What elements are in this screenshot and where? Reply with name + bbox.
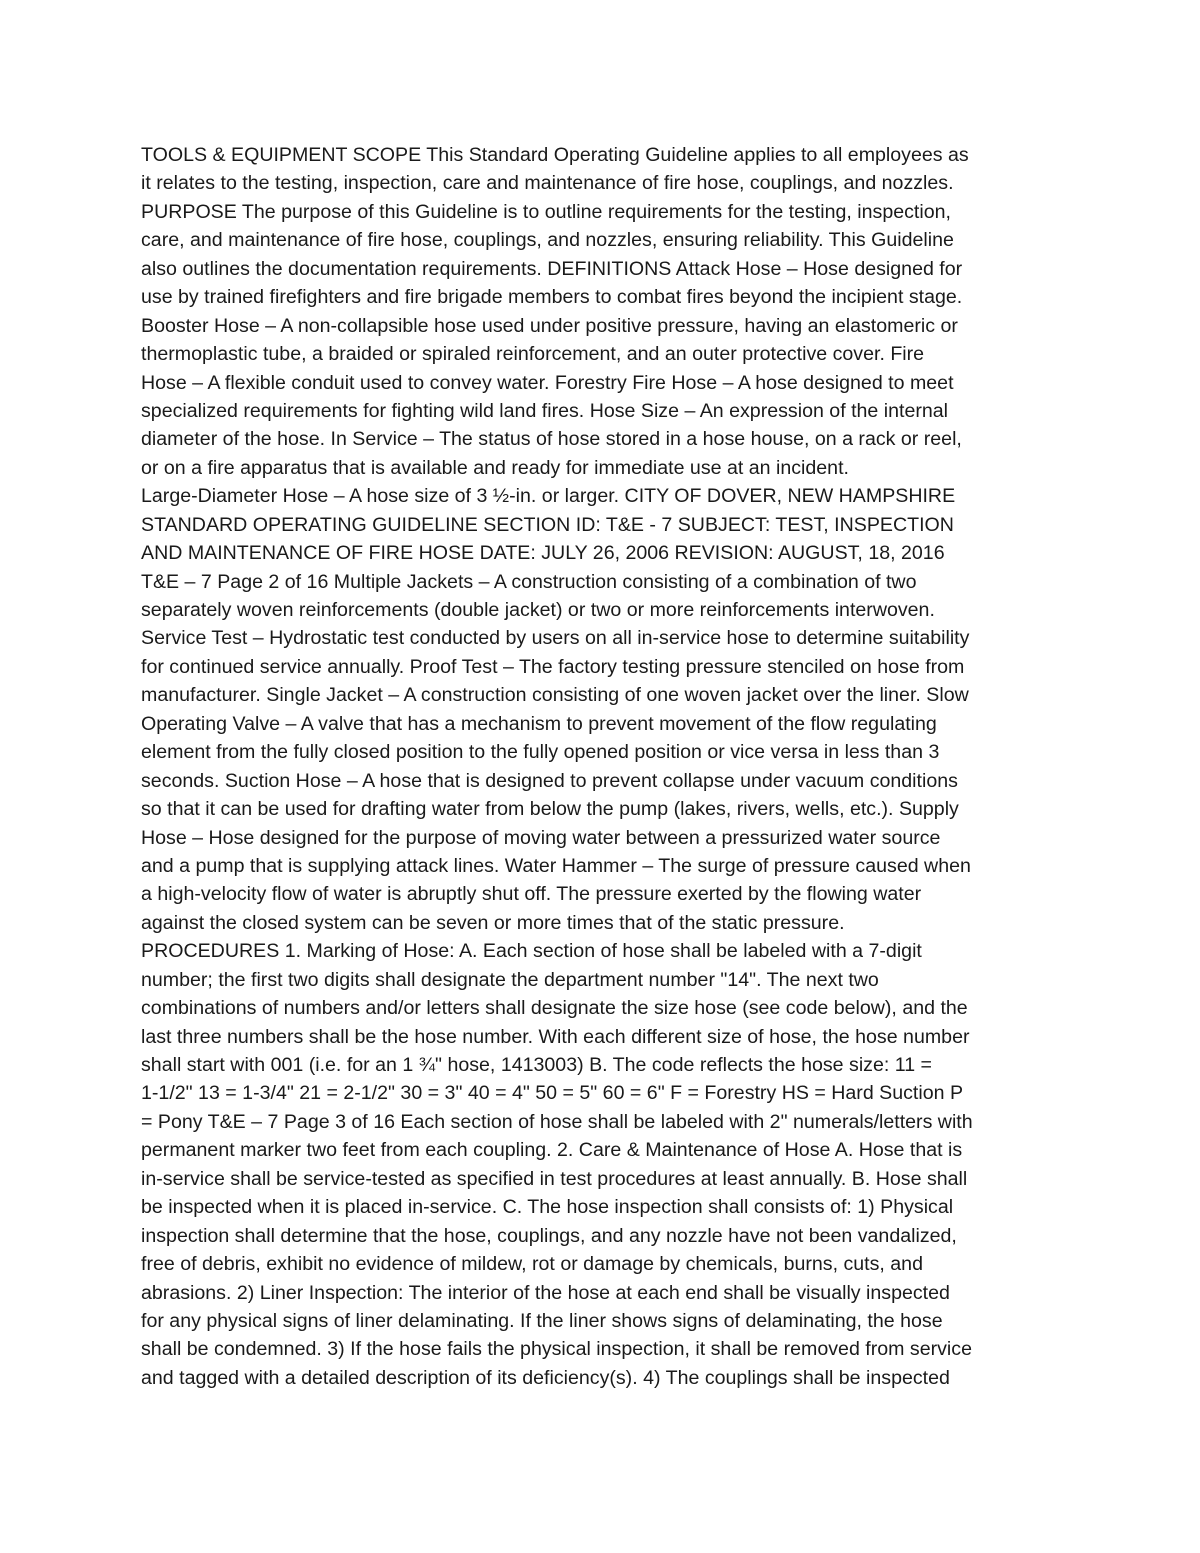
text-line: Hose – Hose designed for the purpose of moving water between a pressurized water source	[141, 826, 941, 849]
text-line: element from the fully closed position to the fully opened position or vice versa in less than 3	[141, 741, 940, 764]
text-line: separately woven reinforcements (double jacket) or two or more reinforcements interwoven.	[141, 599, 935, 621]
text-line: TOOLS & EQUIPMENT SCOPE This Standard Operating Guideline applies to all employees as	[141, 144, 969, 166]
text-line: T&E – 7 Page 2 of 16 Multiple Jackets – A construction consisting of a combination of two	[141, 570, 917, 593]
text-line: Large-Diameter Hose – A hose size of 3 ½-in. or larger. CITY OF DOVER, NEW HAMPSHIRE	[141, 485, 956, 508]
text-line: seconds. Suction Hose – A hose that is designed to prevent collapse under vacuum conditions	[141, 769, 958, 792]
text-line: Hose – A flexible conduit used to convey water. Forestry Fire Hose – A hose designed to meet	[141, 371, 954, 394]
text-line: for any physical signs of liner delaminating. If the liner shows signs of delaminating, the hose	[141, 1309, 943, 1332]
text-line: so that it can be used for drafting water from below the pump (lakes, rivers, wells, etc.). Supply	[141, 798, 959, 821]
text-line: AND MAINTENANCE OF FIRE HOSE DATE: JULY 26, 2006 REVISION: AUGUST, 18, 2016	[141, 542, 945, 565]
text-line: be inspected when it is placed in-service. C. The hose inspection shall consists of: 1) Physical	[141, 1196, 954, 1219]
text-line: 1-1/2" 13 = 1-3/4" 21 = 2-1/2" 30 = 3" 40 = 4" 50 = 5" 60 = 6" F = Forestry HS = Hard Suction P	[141, 1082, 964, 1105]
text-line: specialized requirements for fighting wild land fires. Hose Size – An expression of the internal	[141, 399, 949, 422]
text-line: manufacturer. Single Jacket – A construction consisting of one woven jacket over the liner. Slow	[141, 684, 969, 707]
text-line: last three numbers shall be the hose number. With each different size of hose, the hose number	[141, 1025, 970, 1048]
text-line: it relates to the testing, inspection, care and maintenance of fire hose, couplings, and nozzles.	[141, 172, 954, 195]
text-line: or on a fire apparatus that is available and ready for immediate use at an incident.	[141, 456, 849, 479]
text-line: use by trained firefighters and fire brigade members to combat fires beyond the incipient stage.	[141, 286, 963, 309]
text-line: thermoplastic tube, a braided or spiraled reinforcement, and an outer protective cover. Fire	[141, 343, 925, 366]
text-line: and a pump that is supplying attack lines. Water Hammer – The surge of pressure caused when	[141, 854, 971, 877]
text-line: PROCEDURES 1. Marking of Hose: A. Each section of hose shall be labeled with a 7-digit	[141, 940, 922, 963]
text-line: shall start with 001 (i.e. for an 1 ¾" hose, 1413003) B. The code reflects the hose size: 11 =	[141, 1054, 932, 1076]
text-line: combinations of numbers and/or letters shall designate the size hose (see code below), and the	[141, 997, 968, 1020]
text-line: for continued service annually. Proof Test – The factory testing pressure stenciled on hose from	[141, 655, 965, 678]
text-line: PURPOSE The purpose of this Guideline is to outline requirements for the testing, inspection,	[141, 200, 951, 223]
text-line: abrasions. 2) Liner Inspection: The interior of the hose at each end shall be visually inspected	[141, 1281, 950, 1304]
text-line: a high-velocity flow of water is abruptly shut off. The pressure exerted by the flowing water	[141, 883, 922, 906]
text-line: = Pony T&E – 7 Page 3 of 16 Each section of hose shall be labeled with 2" numerals/letters with	[141, 1110, 973, 1133]
text-line: Booster Hose – A non-collapsible hose used under positive pressure, having an elastomeric or	[141, 314, 958, 337]
text-line: against the closed system can be seven or more times that of the static pressure.	[141, 911, 845, 934]
text-line: shall be condemned. 3) If the hose fails the physical inspection, it shall be removed from service	[141, 1338, 972, 1361]
text-line: number; the first two digits shall designate the department number "14". The next two	[141, 968, 879, 991]
text-line: and tagged with a detailed description of its deficiency(s). 4) The couplings shall be inspected	[141, 1366, 950, 1389]
text-line: Operating Valve – A valve that has a mechanism to prevent movement of the flow regulating	[141, 712, 937, 735]
text-line: in-service shall be service-tested as specified in test procedures at least annually. B. Hose shall	[141, 1167, 968, 1190]
text-line: Service Test – Hydrostatic test conducted by users on all in-service hose to determine suitability	[141, 627, 970, 650]
text-line: care, and maintenance of fire hose, couplings, and nozzles, ensuring reliability. This Guideline	[141, 229, 954, 252]
text-line: inspection shall determine that the hose, couplings, and any nozzle have not been vandalized,	[141, 1224, 957, 1247]
text-line: diameter of the hose. In Service – The status of hose stored in a hose house, on a rack or reel,	[141, 428, 962, 451]
text-line: permanent marker two feet from each coupling. 2. Care & Maintenance of Hose A. Hose that is	[141, 1139, 963, 1162]
text-line: also outlines the documentation requirements. DEFINITIONS Attack Hose – Hose designed for	[141, 257, 963, 280]
text-line: STANDARD OPERATING GUIDELINE SECTION ID: T&E - 7 SUBJECT: TEST, INSPECTION	[141, 513, 954, 536]
document-body-text	[141, 141, 1071, 1392]
text-line: free of debris, exhibit no evidence of mildew, rot or damage by chemicals, burns, cuts, and	[141, 1253, 923, 1276]
